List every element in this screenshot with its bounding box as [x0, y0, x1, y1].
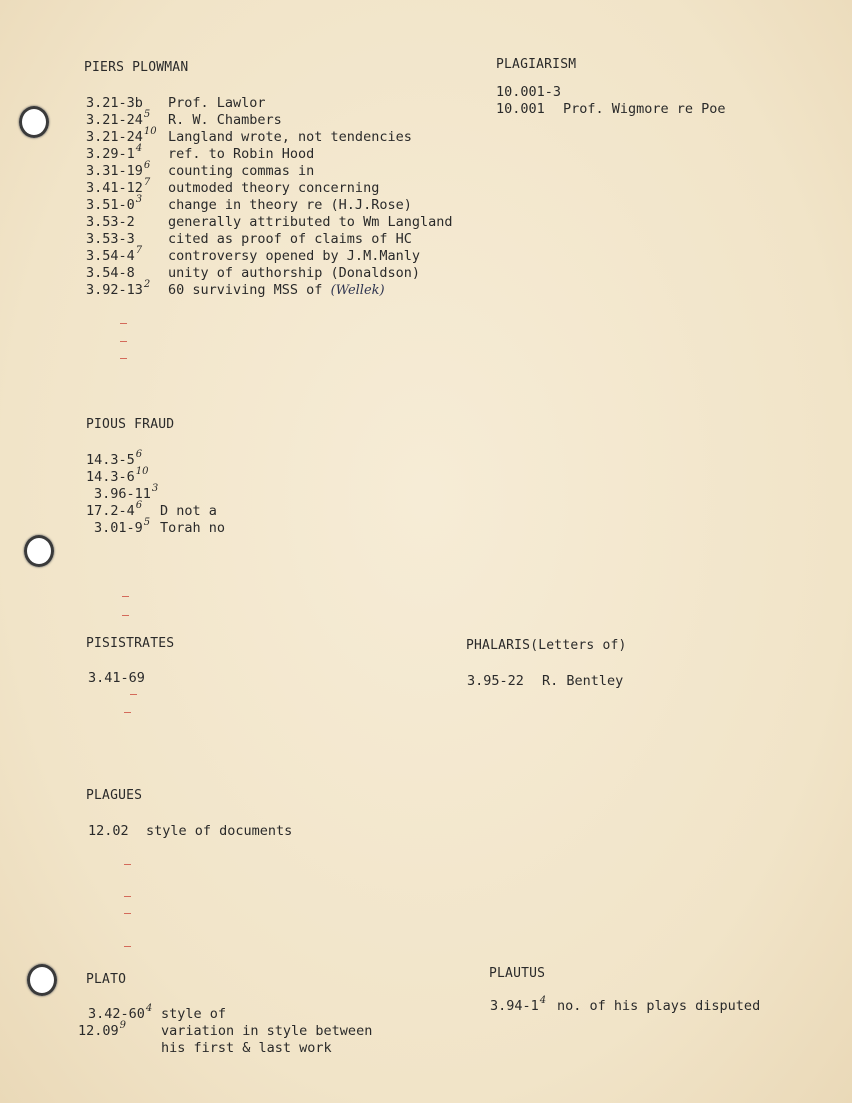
handwritten-mark: 4 — [145, 1003, 153, 1014]
handwritten-mark: 10 — [143, 126, 157, 137]
entry-desc: Langland wrote, not tendencies — [168, 129, 412, 145]
handwritten-mark: 6 — [143, 160, 151, 171]
list-item — [86, 466, 149, 487]
margin-dash — [122, 615, 129, 616]
margin-dash — [124, 712, 131, 713]
entry-ref: 3.21-24 — [86, 112, 143, 128]
margin-dash — [122, 596, 129, 597]
entry-ref: 3.42-60 — [88, 1006, 145, 1022]
entry-desc: Prof. Wigmore re Poe — [563, 101, 726, 117]
handwritten-mark: 9 — [119, 1020, 127, 1031]
entry-desc: style of documents — [146, 823, 293, 839]
entry-desc: change in theory re (H.J.Rose) — [168, 197, 412, 213]
entry-desc: D not a — [160, 503, 217, 519]
margin-dash — [120, 323, 127, 324]
entry-desc — [168, 282, 385, 299]
margin-dash — [124, 913, 131, 914]
margin-dash — [130, 694, 137, 695]
entry-ref: 17.2-4 — [86, 503, 135, 519]
handwritten-mark: 5 — [143, 517, 151, 528]
list-item — [161, 1040, 332, 1057]
entry-desc: variation in style between — [161, 1023, 373, 1039]
entry-ref: 3.53-2 — [86, 214, 135, 230]
margin-dash — [120, 341, 127, 342]
entry-ref: 10.001-3 — [496, 84, 562, 100]
list-item — [86, 95, 266, 112]
entry-desc: R. W. Chambers — [168, 112, 282, 128]
list-item — [86, 265, 420, 282]
heading-plato: PLATO — [86, 972, 127, 987]
list-item — [86, 245, 420, 266]
entry-ref: 3.41-69 — [88, 670, 145, 686]
entry-ref: 3.54-4 — [86, 248, 135, 264]
entry-ref: 3.31-19 — [86, 163, 143, 179]
entry-ref: 14.3-5 — [86, 452, 135, 468]
entry-ref: 3.01-9 — [94, 520, 143, 536]
heading-phalaris: PHALARIS(Letters of) — [466, 638, 627, 653]
list-item — [490, 995, 761, 1016]
entry-ref: 3.92-13 — [86, 282, 143, 298]
entry-ref: 3.29-1 — [86, 146, 135, 162]
list-item — [86, 109, 282, 130]
entry-ref: 3.21-24 — [86, 129, 143, 145]
entry-ref: 3.54-8 — [86, 265, 135, 281]
entry-ref: 12.09 — [78, 1023, 119, 1039]
handwritten-mark: 6 — [135, 500, 143, 511]
list-item — [86, 214, 453, 231]
list-item — [88, 823, 293, 840]
list-item — [94, 483, 159, 504]
handwritten-mark: 3 — [151, 483, 159, 494]
heading-pisistrates: PISISTRATES — [86, 636, 175, 651]
entry-desc: Torah no — [160, 520, 226, 536]
list-item — [86, 160, 315, 181]
list-item — [496, 84, 561, 101]
list-item — [94, 517, 226, 538]
entry-ref: 3.95-22 — [467, 673, 524, 689]
punch-hole-top — [19, 106, 49, 138]
list-item — [86, 126, 412, 147]
heading-plagiarism: PLAGIARISM — [496, 57, 577, 72]
list-item — [78, 1020, 373, 1041]
margin-dash — [120, 358, 127, 359]
list-item — [86, 500, 217, 521]
handwritten-mark: 2 — [143, 279, 151, 290]
punch-hole-middle — [24, 535, 54, 567]
piers-plowman-list — [86, 95, 486, 305]
entry-desc: controversy opened by J.M.Manly — [168, 248, 420, 264]
entry-desc: generally attributed to Wm Langland — [168, 214, 453, 230]
margin-dash — [124, 946, 131, 947]
entry-desc-text: 60 surviving MSS of — [168, 282, 323, 298]
handwritten-mark: 5 — [143, 109, 151, 120]
punch-hole-bottom — [27, 964, 57, 996]
list-item — [88, 670, 145, 687]
pious-fraud-list — [86, 449, 306, 542]
heading-piers-plowman: PIERS PLOWMAN — [84, 60, 189, 75]
entry-ref: 12.02 — [88, 823, 129, 839]
entry-desc: his first & last work — [161, 1040, 332, 1056]
list-item — [86, 143, 315, 164]
entry-desc: R. Bentley — [542, 673, 624, 689]
entry-ref: 14.3-6 — [86, 469, 135, 485]
entry-ref: 10.001 — [496, 101, 545, 117]
handwritten-mark: 10 — [135, 466, 149, 477]
entry-desc: ref. to Robin Hood — [168, 146, 315, 162]
entry-desc: Prof. Lawlor — [168, 95, 266, 111]
entry-ref: 3.53-3 — [86, 231, 135, 247]
list-item — [86, 231, 412, 248]
heading-plautus: PLAUTUS — [489, 966, 546, 981]
entry-desc: style of — [161, 1006, 227, 1022]
handwritten-mark: 4 — [539, 995, 547, 1006]
entry-ref: 3.96-11 — [94, 486, 151, 502]
heading-pious-fraud: PIOUS FRAUD — [86, 417, 175, 432]
entry-ref: 3.51-0 — [86, 197, 135, 213]
entry-ref: 3.21-3b — [86, 95, 143, 111]
margin-dash — [124, 864, 131, 865]
entry-desc: outmoded theory concerning — [168, 180, 380, 196]
handwritten-mark: 6 — [135, 449, 143, 460]
list-item — [496, 101, 726, 118]
entry-ref: 3.41-12 — [86, 180, 143, 196]
entry-ref: 3.94-1 — [490, 998, 539, 1014]
handwritten-mark: 7 — [143, 177, 151, 188]
list-item — [86, 449, 143, 470]
heading-plagues: PLAGUES — [86, 788, 143, 803]
margin-dash — [124, 896, 131, 897]
handwritten-mark: 4 — [135, 143, 143, 154]
entry-desc: unity of authorship (Donaldson) — [168, 265, 420, 281]
handwritten-note: (Wellek) — [330, 283, 385, 298]
list-item — [86, 194, 412, 215]
entry-desc: counting commas in — [168, 163, 315, 179]
entry-desc: cited as proof of claims of HC — [168, 231, 412, 247]
handwritten-mark: 3 — [135, 194, 143, 205]
handwritten-mark: 7 — [135, 245, 143, 256]
list-item — [86, 279, 385, 300]
entry-desc: no. of his plays disputed — [557, 998, 761, 1014]
list-item — [467, 673, 624, 690]
